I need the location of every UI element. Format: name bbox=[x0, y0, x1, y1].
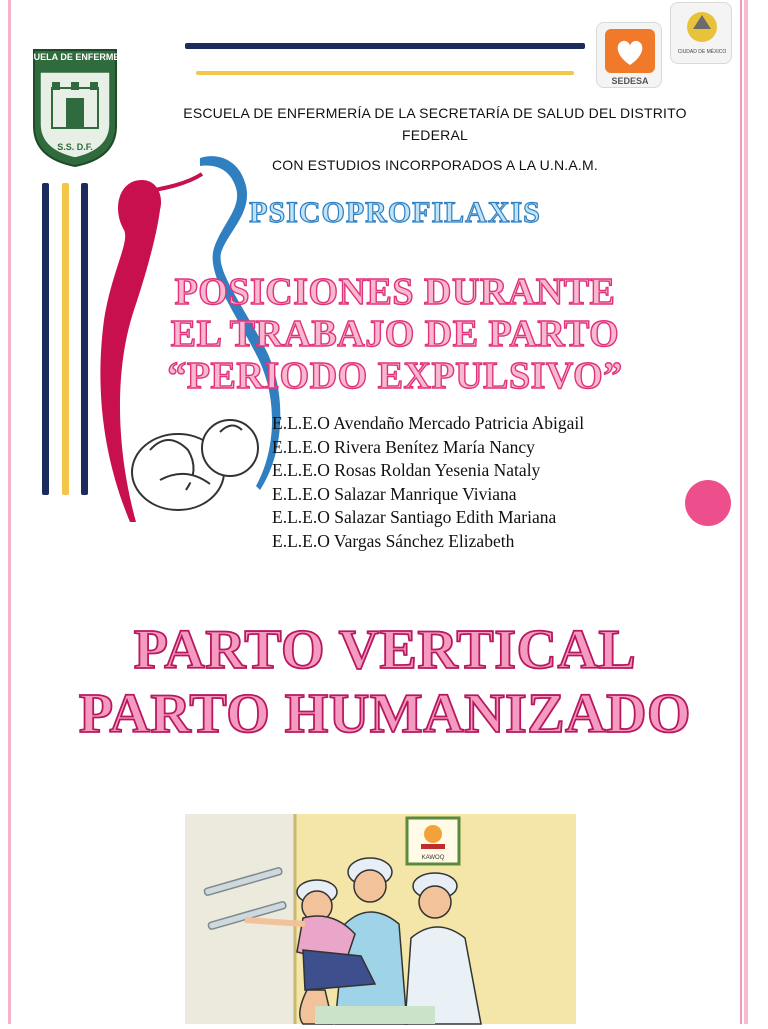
crest-bottom-text: S.S. D.F. bbox=[57, 142, 93, 152]
presentation-title-line-3: “PERIODO EXPULSIVO” bbox=[167, 355, 623, 397]
author-item: E.L.E.O Rivera Benítez María Nancy bbox=[272, 436, 535, 457]
sedesa-label: SEDESA bbox=[611, 76, 649, 86]
sedesa-logo bbox=[596, 22, 662, 88]
decorative-bar-navy-2 bbox=[81, 183, 88, 495]
author-item: E.L.E.O Salazar Manrique Viviana bbox=[272, 483, 517, 504]
cdmx-label: CIUDAD DE MÉXICO bbox=[677, 49, 727, 55]
author-item: E.L.E.O Vargas Sánchez Elizabeth bbox=[272, 530, 515, 551]
header-rule-gold bbox=[196, 71, 574, 75]
school-name: ESCUELA DE ENFERMERÍA DE LA SECRETARÍA DE SALUD DEL DISTRITO FEDERAL bbox=[183, 105, 687, 143]
author-list bbox=[272, 412, 692, 553]
crest-top-text: ESCUELA DE ENFERMERÍA bbox=[15, 52, 135, 62]
decorative-bar-navy-1 bbox=[42, 183, 49, 495]
presentation-title-line-2: EL TRABAJO DE PARTO bbox=[170, 313, 620, 355]
main-heading bbox=[20, 618, 750, 746]
presentation-title-line-1: POSICIONES DURANTE bbox=[174, 271, 616, 313]
cdmx-emblem-icon bbox=[671, 3, 733, 65]
sedesa-heart-icon bbox=[597, 23, 663, 89]
presentation-title bbox=[120, 271, 670, 397]
main-heading-line-1: PARTO VERTICAL bbox=[133, 619, 637, 681]
poster-label: KAWOQ bbox=[421, 855, 445, 861]
main-heading-line-2: PARTO HUMANIZADO bbox=[78, 683, 692, 745]
author-item: E.L.E.O Rosas Roldan Yesenia Nataly bbox=[272, 460, 541, 480]
page-border-left bbox=[8, 0, 11, 1024]
unam-incorporation: CON ESTUDIOS INCORPORADOS A LA U.N.A.M. bbox=[272, 157, 598, 173]
page-border-right bbox=[740, 0, 742, 1024]
author-item: E.L.E.O Salazar Santiago Edith Mariana bbox=[272, 507, 557, 527]
birth-scene-artwork bbox=[185, 814, 576, 1024]
vertical-birth-illustration bbox=[185, 814, 576, 1024]
cdmx-logo bbox=[670, 2, 732, 64]
author-item: E.L.E.O Avendaño Mercado Patricia Abigail bbox=[272, 413, 585, 433]
page-border-right-outer bbox=[744, 0, 748, 1024]
decorative-bar-gold bbox=[62, 183, 69, 495]
decorative-pink-dot bbox=[685, 480, 731, 526]
subject-title: PSICOPROFILAXIS bbox=[249, 196, 541, 229]
header-rule-navy bbox=[185, 43, 585, 49]
